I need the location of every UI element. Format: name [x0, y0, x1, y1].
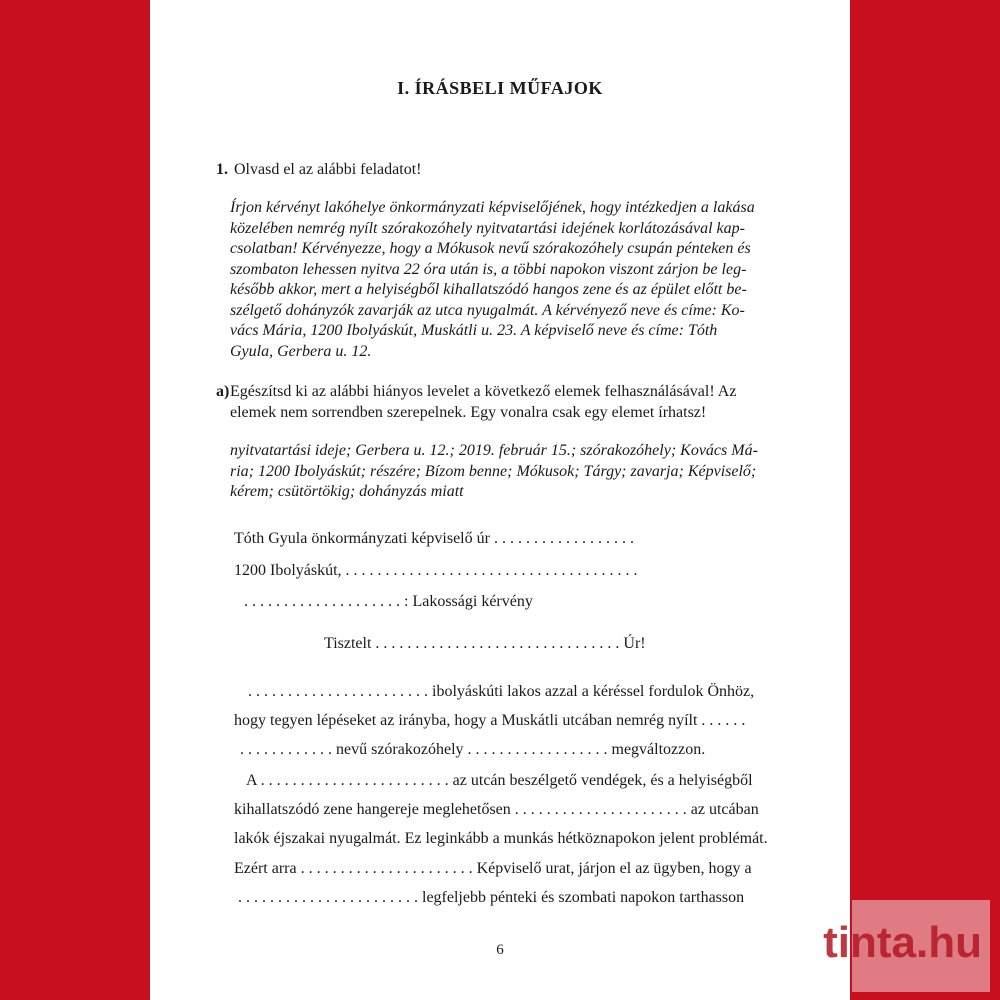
task-instruction: Olvasd el az alábbi feladatot!	[234, 161, 422, 178]
task-number: 1.	[216, 161, 228, 178]
letter-line: Ezért arra . . . . . . . . . . . . . . . . . . . . . . Képviselő urat, járjon el az ügyben, hogy a	[234, 860, 752, 877]
book-page	[150, 0, 850, 1000]
letter-line: . . . . . . . . . . . . . . . . . . . . . . . ibolyáskúti lakos azzal a kéréssel fordulok Önhöz,	[248, 683, 755, 700]
letter-line: A . . . . . . . . . . . . . . . . . . . . . . . . az utcán beszélgető vendégek, és a helyiségből	[246, 772, 753, 789]
letter-subject: . . . . . . . . . . . . . . . . . . . . : Lakossági kérvény	[244, 593, 533, 610]
watermark-logo: tinta.hu	[823, 918, 982, 967]
letter-line: lakók éjszakai nyugalmát. Ez leginkább a munkás hétköznapokon jelent problémát.	[234, 830, 768, 847]
subtask-label: a)	[216, 383, 230, 400]
letter-line: kihallatszódó zene hangereje meglehetősen . . . . . . . . . . . . . . . . . . . . . . az utcában	[234, 801, 759, 818]
page-title: I. ÍRÁSBELI MŰFAJOK	[397, 78, 603, 98]
letter-salutation: Tisztelt . . . . . . . . . . . . . . . . . . . . . . . . . . . . . . . Úr!	[324, 635, 646, 652]
letter-line: hogy tegyen lépéseket az irányba, hogy a Muskátli utcában nemrég nyílt . . . . . .	[234, 712, 746, 729]
subtask-instruction: Egészítsd ki az alábbi hiányos levelet a következő elemek felhasználásával! Az elemek nem sorrendben szerepelnek. Egy vonalra csak egy elemet írhatsz!	[230, 383, 737, 421]
letter-line: . . . . . . . . . . . . nevű szórakozóhely . . . . . . . . . . . . . . . . . . megváltozzon.	[240, 741, 706, 758]
task-description: Írjon kérvényt lakóhelye önkormányzati képviselőjének, hogy intézkedjen a lakása közelében nemrég nyílt szórakozóhely nyitvatartási idejének korlátozásával kap- csolatban! Kérvényezze, hogy a Mókusok nevű szórakozóhely csupán pénteken és szombaton lehessen nyitva 22 óra után is, a többi napokon viszont zárjon be leg- később akkor, mert a helyiségből kihallatszódó hangos zene és az épület előtt be- szélgető dohányzók zavarják az utca nyugalmát. A kérvényező neve és címe: Ko- vács Mária, 1200 Ibolyáskút, Muskátli u. 23. A képviselő neve és címe: Tóth Gyula, Gerbera u. 12.	[230, 199, 755, 360]
word-bank: nyitvatartási ideje; Gerbera u. 12.; 2019. február 15.; szórakozóhely; Kovács Má- ria; 1200 Ibolyáskút; részére; Bízom benne; Mókusok; Tárgy; zavarja; Képviselő; kérem; csütörtökig; dohányzás miatt	[230, 442, 758, 500]
letter-addressee: Tóth Gyula önkormányzati képviselő úr . . . . . . . . . . . . . . . . . .	[234, 530, 634, 547]
letter-line: . . . . . . . . . . . . . . . . . . . . . . . legfeljebb pénteki és szombati napokon tarthasson	[238, 889, 745, 906]
letter-address: 1200 Ibolyáskút, . . . . . . . . . . . . . . . . . . . . . . . . . . . . . . . . . . . . .	[234, 562, 638, 579]
page-number: 6	[496, 942, 504, 958]
